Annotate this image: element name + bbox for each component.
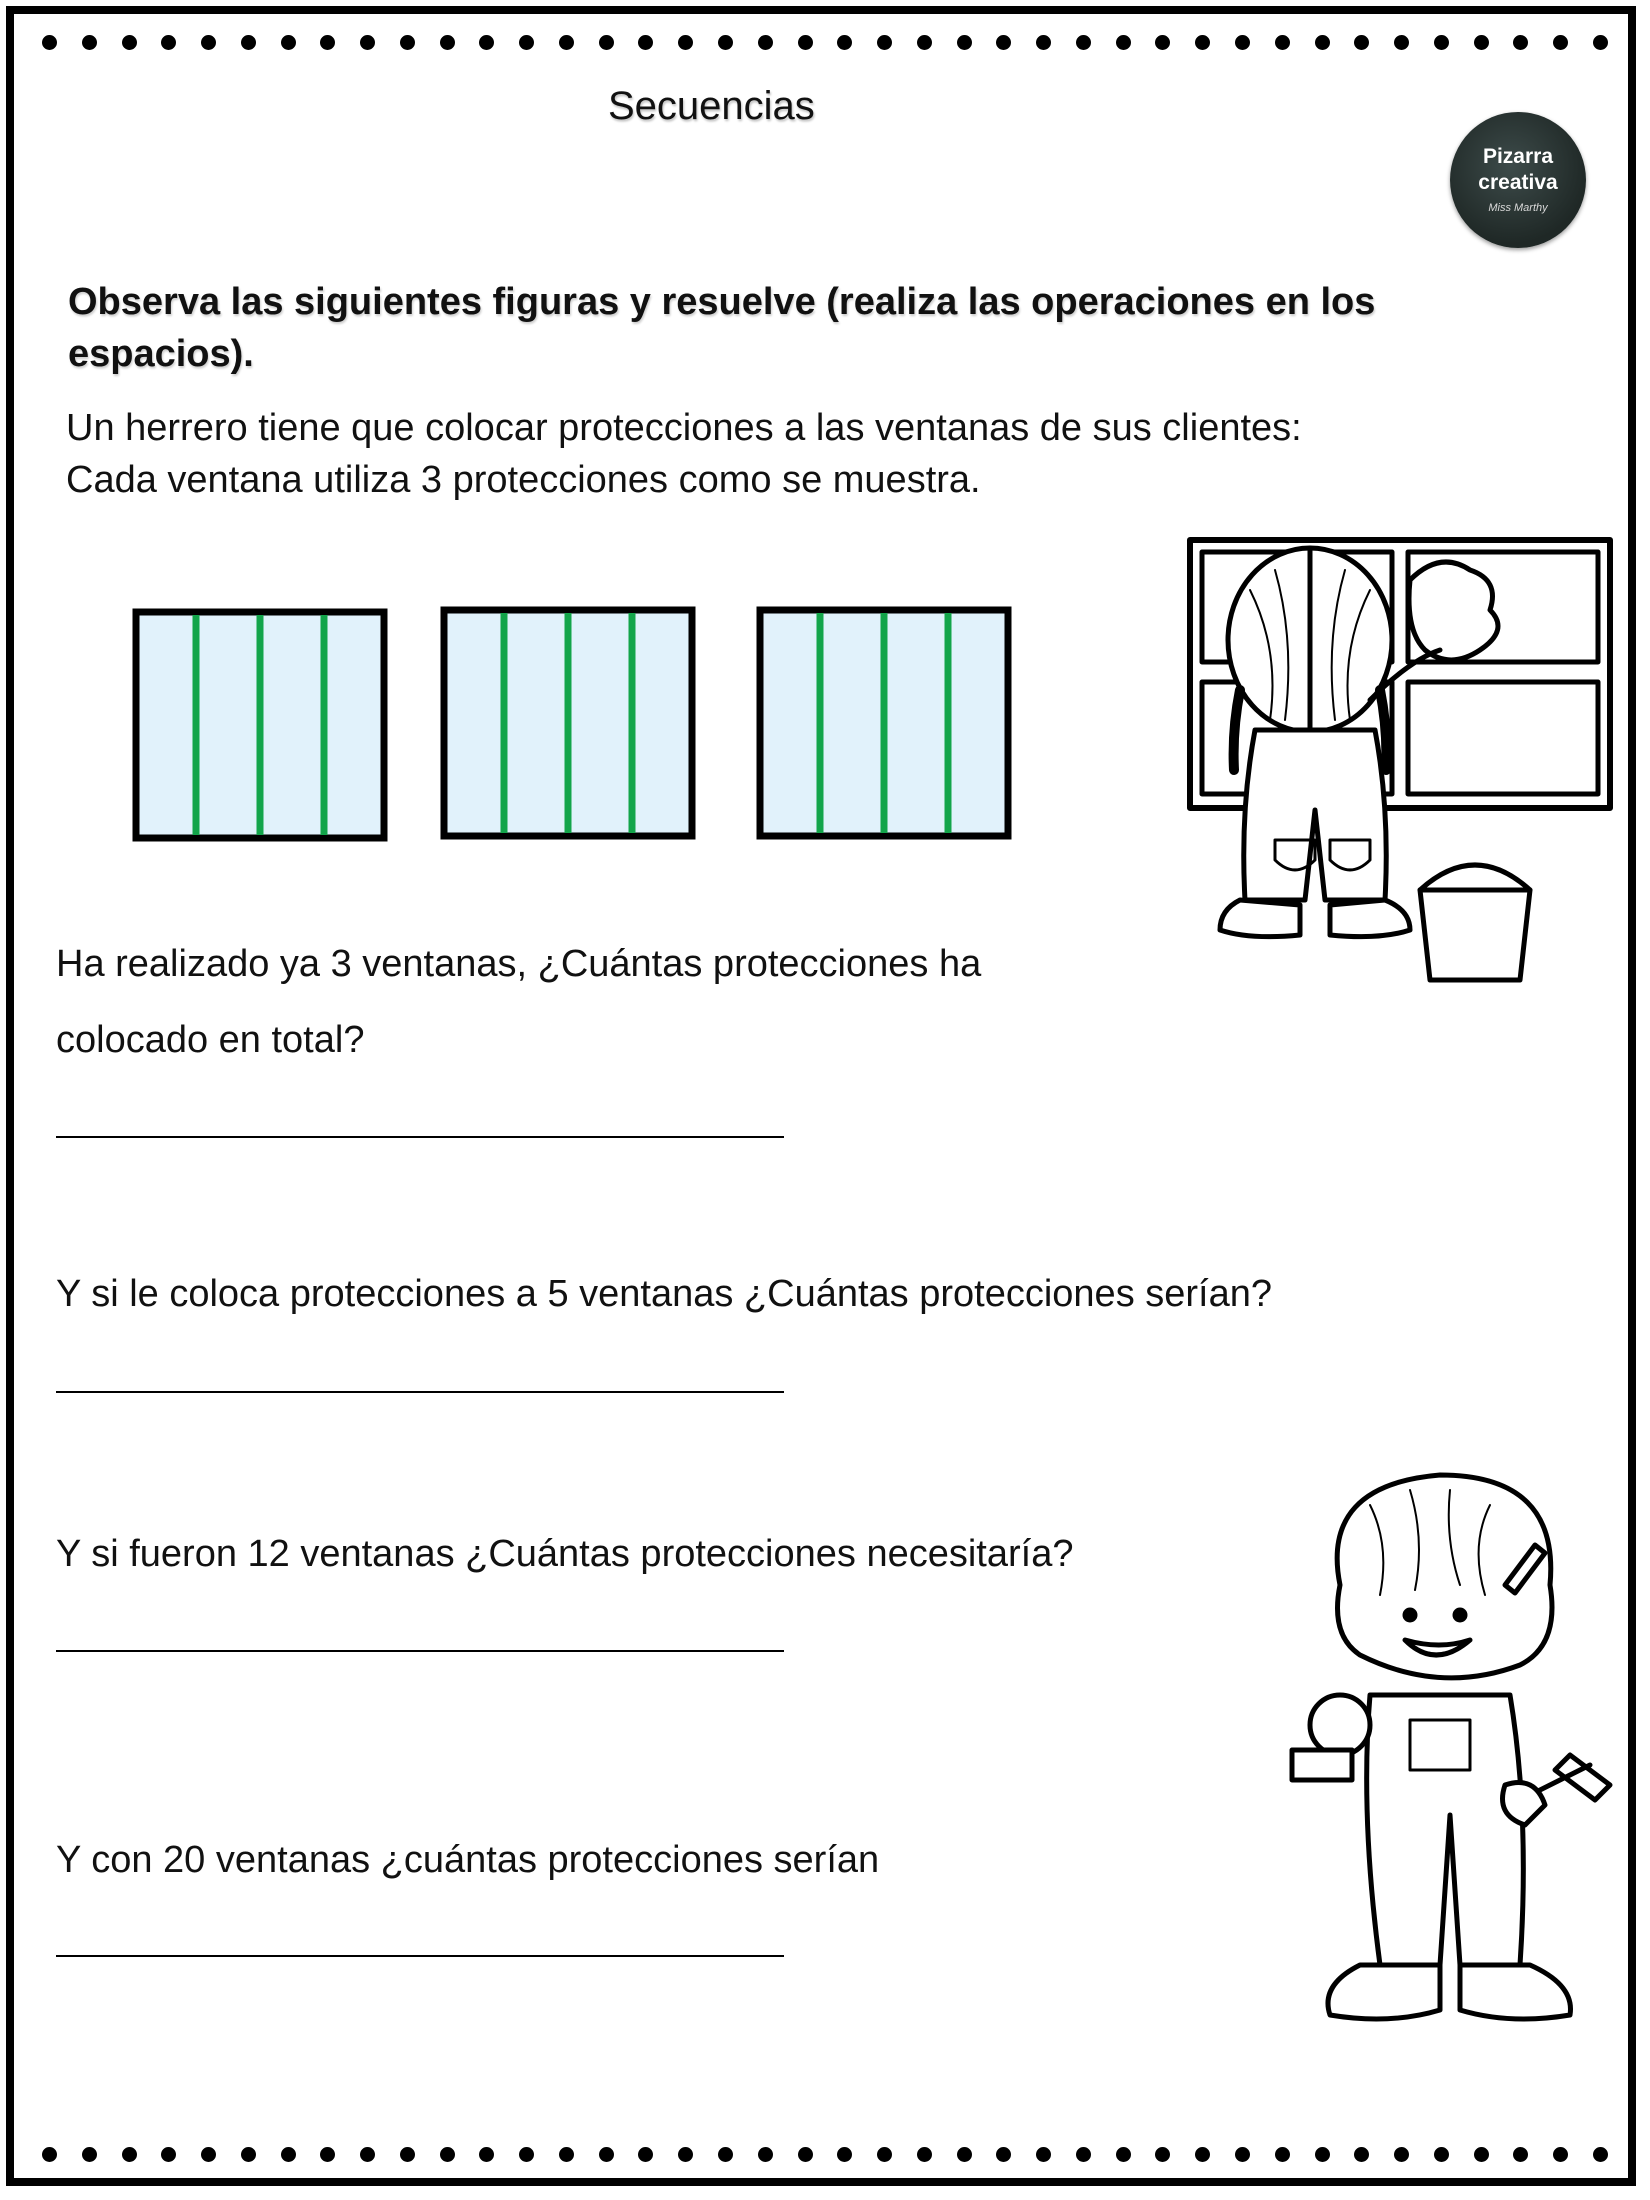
logo-line-1: Pizarra bbox=[1482, 144, 1554, 168]
girl-cleaning-window-illustration bbox=[1180, 530, 1620, 1050]
answer-line-1[interactable] bbox=[56, 1136, 784, 1138]
border-dot bbox=[161, 2147, 176, 2162]
border-dot bbox=[400, 2147, 415, 2162]
border-dot bbox=[1474, 2147, 1489, 2162]
border-dot bbox=[1195, 2147, 1210, 2162]
bottom-dot-border bbox=[42, 2144, 1608, 2164]
border-dot bbox=[678, 2147, 693, 2162]
border-dot bbox=[996, 2147, 1011, 2162]
question-3: Y si fueron 12 ventanas ¿Cuántas protecciones necesitaría? bbox=[56, 1533, 1074, 1575]
border-dot bbox=[241, 2147, 256, 2162]
answer-line-4[interactable] bbox=[56, 1955, 784, 1957]
question-2: Y si le coloca protecciones a 5 ventanas ¿Cuántas protecciones serían? bbox=[56, 1273, 1272, 1315]
intro-line-2: Cada ventana utiliza 3 protecciones como se muestra. bbox=[66, 459, 981, 501]
border-dot bbox=[479, 2147, 494, 2162]
border-dot bbox=[1076, 2147, 1091, 2162]
logo-signature: Miss Marthy bbox=[1488, 202, 1548, 215]
border-dot bbox=[122, 2147, 137, 2162]
border-dot bbox=[1116, 2147, 1131, 2162]
border-dot bbox=[798, 2147, 813, 2162]
border-dot bbox=[1155, 2147, 1170, 2162]
border-dot bbox=[758, 2147, 773, 2162]
intro-line-1: Un herrero tiene que colocar protecciones a las ventanas de sus clientes: bbox=[66, 407, 1302, 449]
question-4: Y con 20 ventanas ¿cuántas protecciones serían bbox=[56, 1839, 880, 1881]
border-dot bbox=[1036, 2147, 1051, 2162]
border-dot bbox=[320, 2147, 335, 2162]
border-dot bbox=[559, 2147, 574, 2162]
question-1-line-1: Ha realizado ya 3 ventanas, ¿Cuántas protecciones ha bbox=[56, 943, 982, 985]
border-dot bbox=[1354, 2147, 1369, 2162]
border-dot bbox=[201, 2147, 216, 2162]
border-dot bbox=[360, 2147, 375, 2162]
border-dot bbox=[519, 2147, 534, 2162]
border-dot bbox=[281, 2147, 296, 2162]
border-dot bbox=[837, 2147, 852, 2162]
border-dot bbox=[957, 2147, 972, 2162]
instruction-text: Observa las siguientes figuras y resuelve (realiza las operaciones en los espacios). bbox=[68, 281, 1376, 375]
question-1 bbox=[56, 926, 981, 1078]
border-dot bbox=[1394, 2147, 1409, 2162]
border-dot bbox=[599, 2147, 614, 2162]
border-dot bbox=[42, 2147, 57, 2162]
border-dot bbox=[440, 2147, 455, 2162]
answer-line-2[interactable] bbox=[56, 1391, 784, 1393]
border-dot bbox=[718, 2147, 733, 2162]
border-dot bbox=[638, 2147, 653, 2162]
border-dot bbox=[1315, 2147, 1330, 2162]
border-dot bbox=[1513, 2147, 1528, 2162]
border-dot bbox=[917, 2147, 932, 2162]
border-dot bbox=[1275, 2147, 1290, 2162]
border-dot bbox=[1434, 2147, 1449, 2162]
boy-with-hammer-illustration bbox=[1280, 1465, 1640, 2095]
border-dot bbox=[877, 2147, 892, 2162]
border-dot bbox=[82, 2147, 97, 2162]
page-title: Secuencias bbox=[608, 84, 815, 128]
logo-line-2: creativa bbox=[1478, 171, 1558, 195]
question-1-line-2: colocado en total? bbox=[56, 1019, 365, 1061]
border-dot bbox=[1235, 2147, 1250, 2162]
border-dot bbox=[1553, 2147, 1568, 2162]
answer-line-3[interactable] bbox=[56, 1650, 784, 1652]
border-dot bbox=[1593, 2147, 1608, 2162]
